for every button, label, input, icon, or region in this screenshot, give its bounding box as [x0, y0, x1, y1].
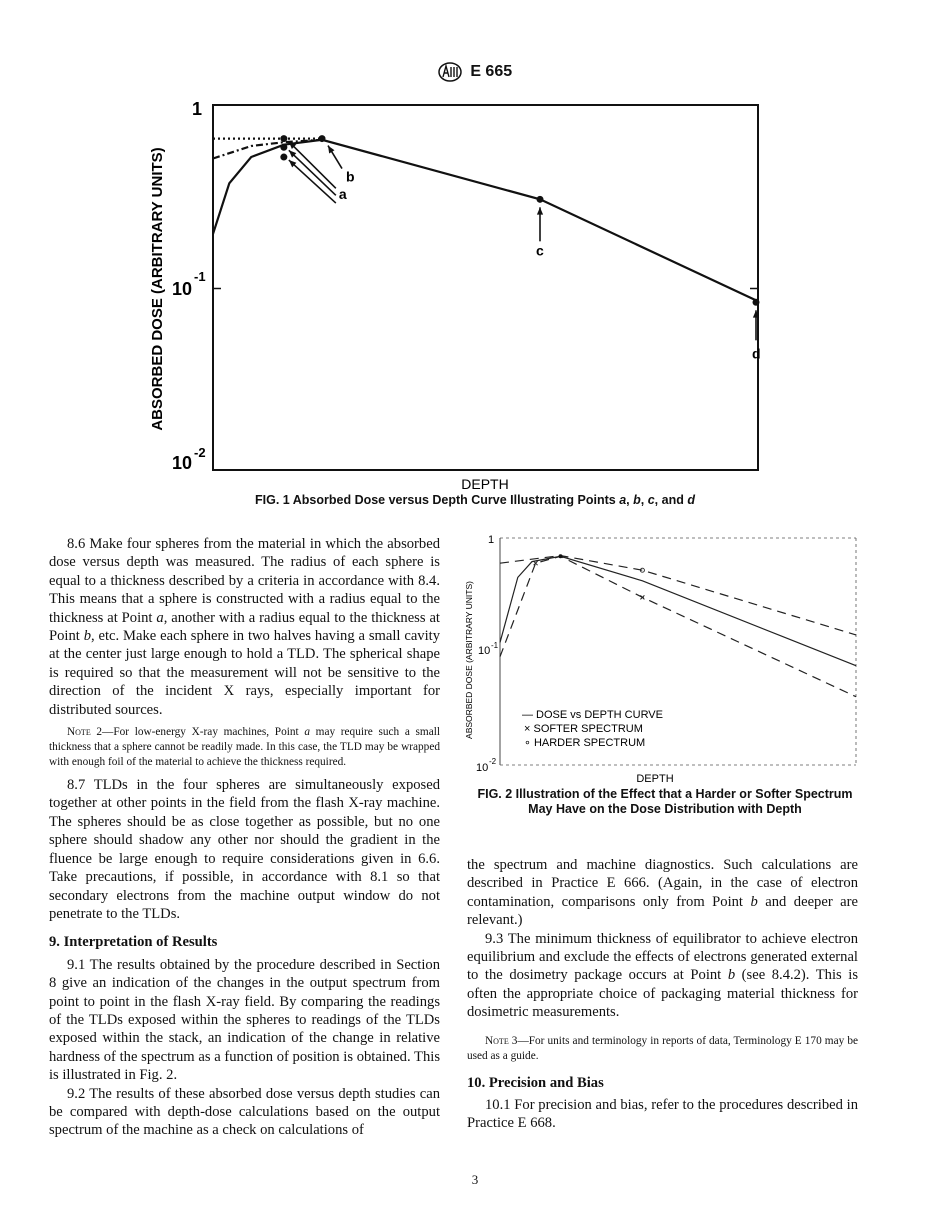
- fig1-point-marker: [537, 196, 544, 203]
- paragraph-10-1: 10.1 For precision and bias, refer to the procedures described in Practice E 668.: [467, 1097, 858, 1132]
- fig1-label-b: b: [346, 168, 355, 185]
- designation: E 665: [470, 63, 513, 81]
- fig1-arrow: [289, 150, 336, 195]
- fig2-ytick-0.1: [478, 641, 499, 657]
- note-text: 3—For units and terminology in reports of data, Terminology E 170 may be used as a guide.: [467, 1034, 858, 1062]
- fig2-series-line: [500, 556, 856, 665]
- note-3: [467, 1034, 858, 1064]
- fig2-ytick-0.01-exp: -2: [489, 757, 497, 766]
- fig1-label-d: d: [752, 345, 761, 362]
- fig1-caption-c: c: [647, 493, 655, 507]
- note-label: Note: [67, 726, 91, 739]
- para-text: the spectrum and machine diagnostics. Such calculations are described in Practice E 666. (Again, in the case of electron contamination, comparisons only from Point: [467, 857, 858, 910]
- fig2-series: [500, 554, 856, 696]
- point-ref: b: [83, 628, 91, 645]
- fig2-ytick-0.1-base: 10: [478, 645, 491, 657]
- para-text: , another with a radius equal to the thickness at Point: [49, 609, 440, 645]
- paragraph-9-2-continued: [467, 856, 858, 930]
- fig1-chart: [140, 95, 790, 495]
- paragraph-9-2: 9.2 The results of these absorbed dose versus depth studies can be compared with depth-dose calculations based on the output spectrum of the machine as a check on calculations of: [49, 1085, 440, 1139]
- paragraph-8-7: 8.7 TLDs in the four spheres are simultaneously exposed together at other points in the field from the flash X-ray machine. The spheres should be as close together as possible, but no one sphere should shadow any other nor should the gradient in the fluence be large enough to require considerations given in 6.6. Take precautions, if possible, in accordance with 8.1 so that secondary electrons from the machine output window do not penetrate to the TLDs.: [49, 777, 440, 922]
- fig2-caption: [470, 787, 860, 817]
- fig1-ylabel: ABSORBED DOSE (ARBITRARY UNITS): [149, 147, 166, 431]
- fig2-legend-item: — DOSE vs DEPTH CURVE: [522, 709, 663, 721]
- section-9-title: 9. Interpretation of Results: [49, 934, 218, 951]
- fig1-point-marker: [280, 154, 287, 161]
- fig1-point-marker: [280, 144, 287, 151]
- fig1-caption-b: b: [633, 493, 641, 507]
- fig1-caption-sep: ,: [626, 493, 634, 507]
- fig1-xlabel: DEPTH: [461, 476, 509, 492]
- fig1-annotations: [280, 135, 760, 361]
- page-number: 3: [471, 1172, 479, 1187]
- section-10-title: 10. Precision and Bias: [467, 1074, 604, 1091]
- fig2-xlabel: DEPTH: [636, 773, 674, 785]
- fig1-point-marker: [280, 135, 287, 142]
- fig2-legend-item: ∘ HARDER SPECTRUM: [524, 737, 646, 749]
- fig1-ytick-0.1-base: 10: [172, 279, 193, 299]
- para-text: 8.6 Make four spheres from the material in which the absorbed dose versus depth was measured. The radius of each sphere is equal to a thickness described by a criteria in accordance with 8.4. This means that a sphere is constructed with a radius equal to the thickness at Point: [49, 536, 440, 626]
- note-text: 2—For low-energy X-ray machines, Point: [90, 726, 305, 739]
- fig1-label-a: a: [338, 186, 347, 203]
- fig2-chart: [462, 530, 862, 788]
- point-ref: a: [156, 609, 164, 626]
- para-text: 9.3 The minimum thickness of equilibrator to achieve electron equilibrium and exclude the effects of electrons generated external to the dosimetry package occurs at Point: [467, 930, 858, 984]
- fig1-caption-text: FIG. 1 Absorbed Dose versus Depth Curve Illustrating Points: [255, 493, 620, 507]
- point-ref: b: [750, 893, 758, 910]
- fig2-caption-line: FIG. 2 Illustration of the Effect that a Harder or Softer Spectrum: [477, 787, 853, 801]
- note-label: Note: [485, 1034, 509, 1047]
- paragraph-8-6: [49, 535, 440, 719]
- fig1-label-c: c: [536, 242, 544, 259]
- left-column: [49, 535, 440, 1140]
- fig2-ytick-0.01: [476, 757, 497, 774]
- fig2-caption-line: May Have on the Dose Distribution with Depth: [528, 802, 802, 816]
- fig2-ylabel: ABSORBED DOSE (ARBITRARY UNITS): [464, 581, 474, 739]
- right-column: [467, 856, 858, 1133]
- astm-logo-icon: [438, 62, 462, 82]
- fig1-point-marker: [319, 135, 326, 142]
- fig1-caption-sep: ,: [640, 493, 648, 507]
- fig2-ytick-0.01-base: 10: [476, 762, 489, 774]
- para-text: and deeper are relevant.): [467, 893, 858, 929]
- fig2-legend: [522, 709, 663, 749]
- fig1-arrowhead: [537, 207, 543, 214]
- fig1-ytick-0.01-exp: -2: [194, 445, 206, 460]
- note-2: [49, 725, 440, 770]
- fig1-ytick-1: 1: [192, 99, 203, 119]
- fig2-legend-item: × SOFTER SPECTRUM: [524, 723, 643, 735]
- point-ref: b: [727, 967, 736, 984]
- fig1-plot-frame: [213, 105, 758, 470]
- paragraph-9-1: 9.1 The results obtained by the procedure described in Section 8 give an indication of the changes in the output spectrum from point to point in the flash X-ray field. By comparing the readings of the TLDs exposed within the spheres to readings of the TLDs exposed within the stack, an indication of the change in relative hardness of the spectrum as a function of position is obtained. This is illustrated in Fig. 2.: [49, 956, 440, 1084]
- fig2-ytick-1: 1: [488, 534, 495, 546]
- fig1-ytick-0.01-base: 10: [172, 453, 193, 473]
- point-ref: a: [304, 726, 310, 739]
- fig1-ytick-0.01: [172, 445, 206, 473]
- fig1-caption-a: a: [619, 493, 627, 507]
- para-text: , etc. Make each sphere in two halves having a small cavity at the center just large enough to hold a TLD. The spherical shape is required so that the measurement will not be sensitive to the direction of the incident X rays, especially important for distributed sources.: [49, 628, 441, 718]
- note-text: may require such a small thickness that a sphere cannot be readily made. In this case, the TLD may be wrapped with enough foil of the material to achieve the thickness required.: [49, 726, 440, 769]
- fig2-ytick-0.1-exp: -1: [491, 641, 499, 650]
- fig2-peak-marker: [559, 554, 563, 558]
- fig1-caption-sep: , and: [654, 493, 688, 507]
- fig2-series-line: [500, 556, 856, 696]
- paragraph-9-3: [467, 930, 858, 1022]
- page-header: [0, 62, 950, 82]
- para-text: (see 8.4.2). This is often the appropriate choice of packaging material thickness for dosimetric measurements.: [467, 967, 859, 1021]
- fig1-caption: [0, 493, 950, 507]
- fig1-caption-d: d: [687, 493, 695, 507]
- fig1-ytick-0.1: [172, 269, 206, 299]
- fig1-ytick-0.1-exp: -1: [194, 269, 206, 284]
- fig1-point-marker: [753, 299, 760, 306]
